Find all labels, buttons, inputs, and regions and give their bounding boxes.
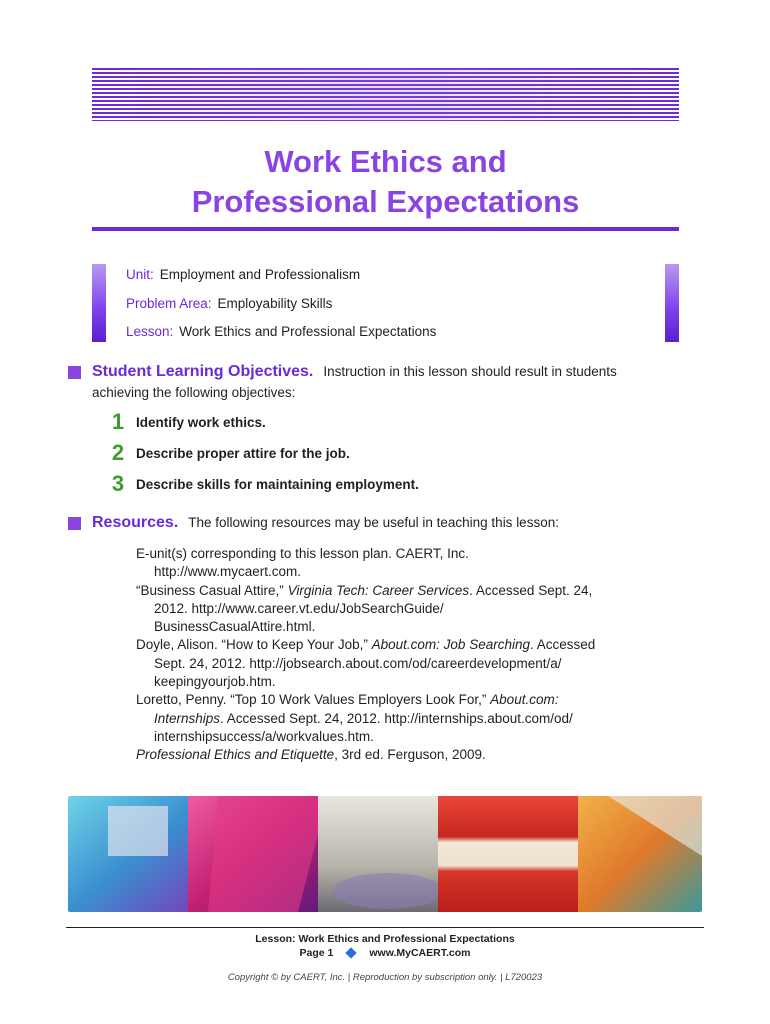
objective-text: Describe proper attire for the job.	[136, 446, 350, 461]
objectives-intro-cont: achieving the following objectives:	[92, 385, 296, 400]
footer-lesson: Lesson: Work Ethics and Professional Expectations	[255, 933, 515, 945]
resource-source: Internships	[154, 710, 221, 726]
page-title	[92, 142, 679, 222]
resource-text: “Business Casual Attire,”	[136, 582, 288, 598]
resource-text: Doyle, Alison. “How to Keep Your Job,”	[136, 637, 372, 653]
resource-list	[136, 545, 636, 765]
resource-text: E-unit(s) corresponding to this lesson plan. CAERT, Inc.	[136, 546, 469, 561]
unit-label: Unit:	[126, 267, 154, 282]
resource-item	[136, 746, 636, 764]
objectives-heading-row	[92, 363, 617, 381]
footer-website[interactable]: www.MyCAERT.com	[369, 947, 471, 959]
meta-right-bar	[665, 264, 679, 342]
header-stripes	[92, 68, 679, 121]
resource-link: http://www.mycaert.com.	[154, 564, 302, 580]
resource-item	[136, 545, 636, 582]
resource-source: Virginia Tech: Career Services	[287, 582, 470, 598]
resource-source: About.com: Job Searching	[371, 637, 530, 653]
unit-value: Employment and Professionalism	[159, 267, 361, 282]
objectives-bullet-icon	[68, 366, 81, 379]
problem-area-value: Employability Skills	[217, 296, 333, 311]
unit-row	[126, 267, 360, 282]
collage-image	[68, 796, 702, 912]
resource-text: . Accessed	[529, 637, 596, 653]
lesson-label: Lesson:	[126, 324, 174, 339]
footer-page-row	[0, 947, 770, 959]
resource-item	[136, 691, 636, 746]
resource-link: BusinessCasualAttire.html.	[154, 619, 316, 635]
resource-text: Loretto, Penny. “Top 10 Work Values Employers Look For,”	[136, 692, 491, 708]
resource-text: , 3rd ed. Ferguson, 2009.	[334, 747, 486, 763]
resources-heading: Resources.	[92, 514, 179, 531]
meta-left-bar	[92, 264, 106, 342]
photo-collage-banner	[68, 796, 702, 912]
footer-page: Page 1	[299, 947, 334, 959]
problem-area-row	[126, 296, 332, 311]
resource-link: 2012. http://www.career.vt.edu/JobSearchGuide/	[154, 600, 444, 616]
title-divider	[92, 227, 679, 231]
resource-text: . Accessed Sept. 24,	[469, 582, 593, 598]
objective-text: Identify work ethics.	[136, 415, 266, 430]
resources-intro: The following resources may be useful in teaching this lesson:	[188, 515, 559, 530]
objective-number: 2	[111, 440, 125, 465]
resource-source: About.com:	[490, 692, 559, 708]
resources-bullet-icon	[68, 517, 81, 530]
resource-link: Sept. 24, 2012. http://jobsearch.about.com/od/careerdevelopment/a/	[154, 655, 562, 671]
title-line-1: Work Ethics and	[264, 144, 507, 179]
lesson-value: Work Ethics and Professional Expectations	[179, 324, 437, 339]
lesson-row	[126, 324, 436, 339]
objective-number: 1	[111, 409, 125, 434]
resource-link: keepingyourjob.htm.	[154, 674, 276, 690]
resource-item	[136, 636, 636, 691]
objective-text: Describe skills for maintaining employment.	[136, 477, 419, 492]
diamond-icon	[346, 948, 357, 959]
problem-area-label: Problem Area:	[126, 296, 212, 311]
objective-number: 3	[111, 471, 125, 496]
title-line-2: Professional Expectations	[191, 184, 580, 219]
resource-source: Professional Ethics and Etiquette	[136, 747, 335, 763]
footer-divider	[66, 927, 704, 928]
objectives-heading: Student Learning Objectives.	[92, 363, 314, 380]
resources-heading-row	[92, 514, 559, 532]
resource-link: internshipsuccess/a/workvalues.htm.	[154, 728, 374, 744]
objectives-intro: Instruction in this lesson should result in students	[323, 364, 617, 379]
copyright-notice: Copyright © by CAERT, Inc. | Reproduction by subscription only. | L720023	[227, 972, 543, 983]
resource-link: . Accessed Sept. 24, 2012. http://internships.about.com/od/	[220, 710, 573, 726]
resource-item	[136, 582, 636, 637]
